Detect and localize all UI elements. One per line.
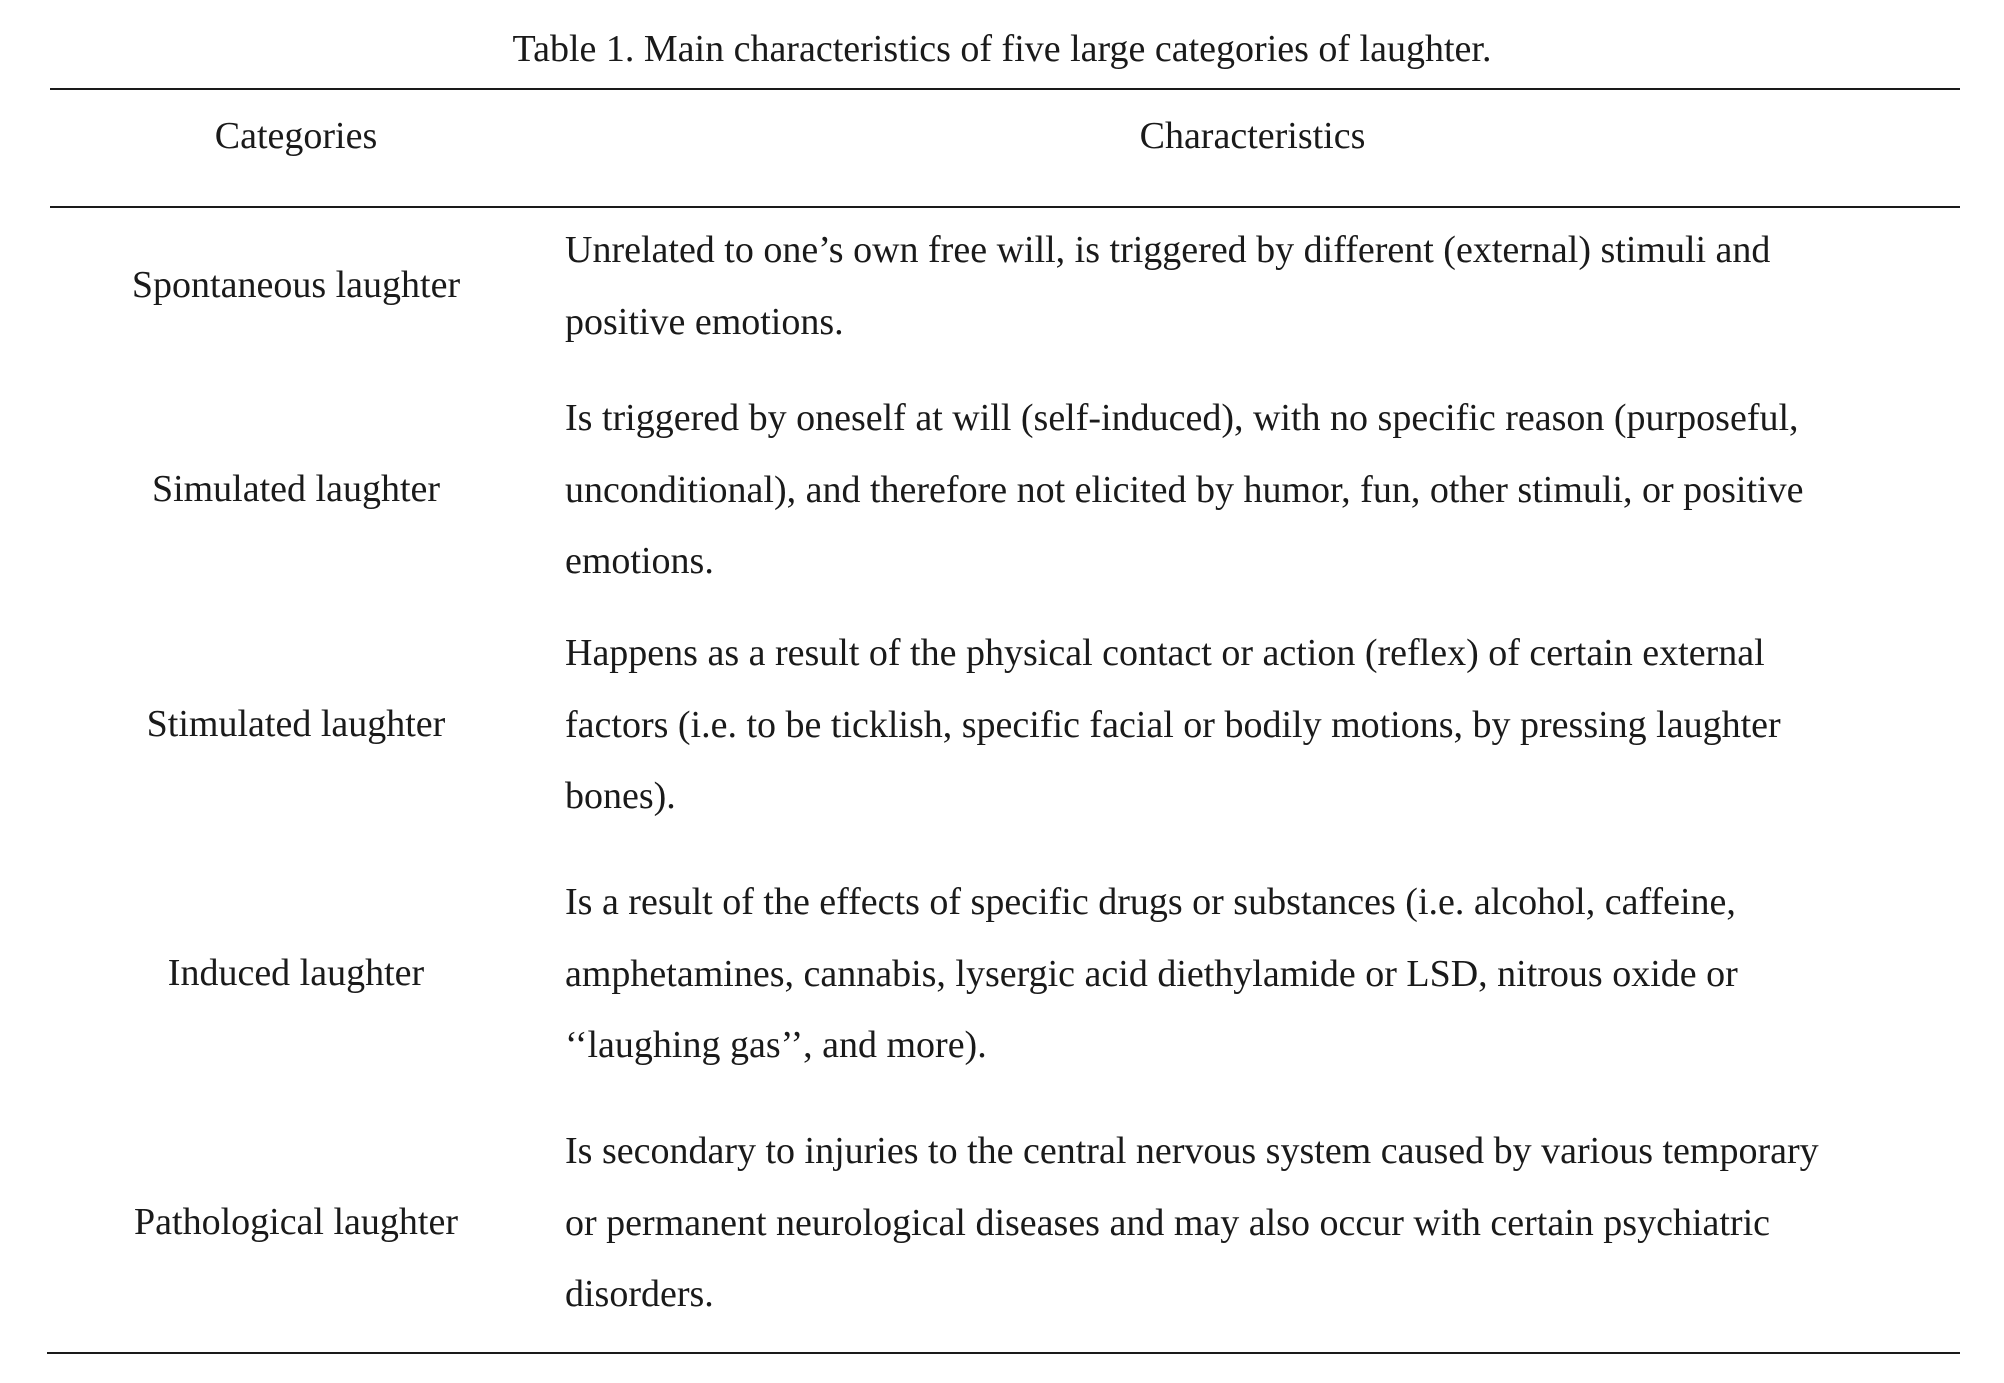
characteristics-cell [565,383,1965,598]
column-header-characteristics: Characteristics [1139,115,1366,157]
category-cell: Stimulated laughter [146,703,446,745]
characteristics-line: or permanent neurological diseases and may also occur with certain psychiatric [565,1201,1770,1244]
table-bottom-rule [47,1352,1960,1354]
characteristics-line: Unrelated to one’s own free will, is triggered by different (external) stimuli and [565,229,1771,271]
category-cell: Simulated laughter [151,468,441,510]
column-header-categories: Categories [214,115,378,157]
characteristics-line: Is a result of the effects of specific drugs or substances (i.e. alcohol, caffeine, [565,881,1736,923]
characteristics-line: factors (i.e. to be ticklish, specific facial or bodily motions, by pressing laughter [565,703,1781,746]
characteristics-line: ‘‘laughing gas’’, and more). [565,1024,987,1066]
characteristics-line: Happens as a result of the physical contact or action (reflex) of certain external [565,632,1765,674]
category-cell: Induced laughter [167,952,425,994]
category-cell: Pathological laughter [134,1201,458,1243]
characteristics-line: Is triggered by oneself at will (self-induced), with no specific reason (purposeful, [565,397,1799,439]
characteristics-cell [565,215,1965,358]
characteristics-line: positive emotions. [565,300,844,343]
characteristics-line: disorders. [565,1273,714,1315]
table-top-rule [50,88,1960,90]
characteristics-cell [565,867,1965,1082]
characteristics-line: amphetamines, cannabis, lysergic acid diethylamide or LSD, nitrous oxide or [565,952,1738,995]
table-caption: Table 1. Main characteristics of five large categories of laughter. [512,28,1492,70]
characteristics-line: emotions. [565,540,714,582]
category-cell: Spontaneous laughter [131,264,461,306]
characteristics-line: bones). [565,775,676,817]
table-header-rule [50,206,1960,208]
characteristics-line: Is secondary to injuries to the central nervous system caused by various temporary [565,1130,1819,1172]
characteristics-line: unconditional), and therefore not elicited by humor, fun, other stimuli, or positive [565,468,1804,511]
characteristics-cell [565,1116,1965,1331]
characteristics-cell [565,618,1965,833]
